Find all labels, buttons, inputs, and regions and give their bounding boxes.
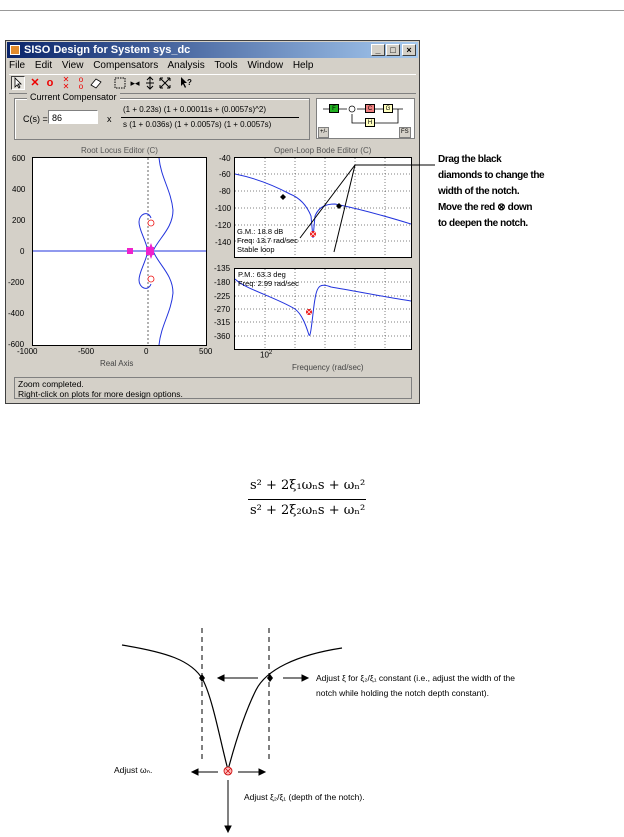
add-complex-zero-icon[interactable]: o o	[78, 75, 84, 91]
rl-ytick-600: 600	[12, 154, 26, 163]
root-locus-title: Root Locus Editor (C)	[81, 146, 158, 155]
status-line-1: Zoom completed.	[18, 379, 84, 389]
block-g: G	[383, 104, 393, 113]
callout-line-5: to deepen the notch.	[438, 218, 528, 229]
callout-line-4: Move the red ⊗ down	[438, 202, 533, 213]
compensator-group-label: Current Compensator	[27, 92, 120, 102]
rl-ytick-neg400: -400	[8, 309, 25, 318]
mag-tick-neg100: -100	[215, 204, 232, 213]
mag-tick-neg140: -140	[215, 238, 232, 247]
rl-xlabel: Real Axis	[100, 359, 134, 368]
rl-ytick-400: 400	[12, 185, 26, 194]
stability-text: Stable loop	[237, 245, 275, 254]
add-pole-icon[interactable]: ✕	[30, 77, 40, 89]
rl-xtick-neg500: -500	[78, 347, 95, 356]
menu-view[interactable]: View	[61, 60, 84, 71]
menu-help[interactable]: Help	[292, 60, 314, 71]
callout-line-2: diamonds to change the	[438, 170, 545, 181]
menu-analysis[interactable]: Analysis	[167, 60, 205, 71]
compensator-label: C(s) =	[23, 114, 48, 124]
adjust-xi-label-2: notch while holding the notch depth constant).	[316, 688, 489, 698]
fs-button[interactable]: FS	[399, 127, 411, 138]
rl-ytick-0: 0	[20, 247, 25, 256]
block-c: C	[365, 104, 375, 113]
bode-title: Open-Loop Bode Editor (C)	[274, 146, 372, 155]
compensator-gain-input[interactable]: 86	[48, 110, 98, 124]
zoom-x-icon[interactable]: ▸◂	[130, 78, 140, 88]
formula-numerator: s² + 2ξ₁ωₙs + ωₙ²	[250, 478, 366, 493]
gain-margin-text: G.M.: 18.8 dB	[237, 227, 284, 236]
phase-tick-neg135: -135	[214, 264, 231, 273]
mag-tick-neg120: -120	[215, 221, 232, 230]
phase-tick-neg180: -180	[214, 278, 231, 287]
callout-line-1: Drag the black	[438, 154, 502, 165]
bode-xtick: $10^2$	[260, 350, 273, 360]
status-line-2: Right-click on plots for more design options.	[18, 389, 183, 399]
svg-text:?: ?	[187, 78, 192, 87]
close-button[interactable]: ×	[402, 44, 416, 56]
rl-xtick-neg1000: -1000	[17, 347, 38, 356]
minimize-button[interactable]: _	[371, 44, 385, 56]
mag-tick-neg80: -80	[219, 187, 231, 196]
phase-tick-neg315: -315	[214, 318, 231, 327]
adjust-xi-label: Adjust ξ for ξ₂/ξ₁ constant (i.e., adjust the width of the	[316, 673, 516, 683]
phase-tick-neg225: -225	[214, 292, 231, 301]
adjust-ratio-label: Adjust ξ₂/ξ₁ (depth of the notch).	[244, 792, 365, 802]
callout-line-3: width of the notch.	[438, 186, 520, 197]
phase-margin-freq: Freq: 2.99 rad/sec	[238, 279, 299, 288]
phase-tick-neg360: -360	[214, 332, 231, 341]
window-title: SISO Design for System sys_dc	[24, 44, 191, 56]
block-f: F	[329, 104, 339, 113]
gain-margin-freq: Freq: 13.7 rad/sec	[237, 236, 298, 245]
add-zero-icon[interactable]: o	[46, 77, 54, 89]
rl-ytick-neg200: -200	[8, 278, 25, 287]
menu-file[interactable]: File	[9, 60, 26, 71]
formula-denominator: s² + 2ξ₂ωₙs + ωₙ²	[250, 503, 366, 518]
menu-window[interactable]: Window	[247, 60, 284, 71]
phase-margin-text: P.M.: 63.3 deg	[238, 270, 286, 279]
adjust-wn-label: Adjust ωₙ.	[114, 765, 153, 775]
rl-ytick-neg600: -600	[8, 340, 25, 349]
maximize-button[interactable]: □	[386, 44, 400, 56]
mag-tick-neg40: -40	[219, 154, 231, 163]
rl-ytick-200: 200	[12, 216, 26, 225]
compensator-numerator: (1 + 0.23s) (1 + 0.00011s + (0.0057s)^2)	[123, 105, 267, 114]
compensator-denominator: s (1 + 0.036s) (1 + 0.0057s) (1 + 0.0057s)	[123, 120, 272, 129]
menu-tools[interactable]: Tools	[214, 60, 238, 71]
block-h: H	[365, 118, 375, 127]
menu-compensators[interactable]: Compensators	[93, 60, 159, 71]
add-complex-pole-icon[interactable]: ✕ ✕	[62, 75, 70, 91]
rl-xtick-500: 500	[199, 347, 213, 356]
menu-edit[interactable]: Edit	[34, 60, 53, 71]
bode-xlabel: Frequency (rad/sec)	[292, 363, 364, 372]
sign-toggle-button[interactable]: +/-	[318, 127, 329, 138]
phase-tick-neg270: -270	[214, 305, 231, 314]
rl-xtick-0: 0	[144, 347, 149, 356]
times-sign: x	[107, 114, 112, 124]
mag-tick-neg60: -60	[219, 170, 231, 179]
